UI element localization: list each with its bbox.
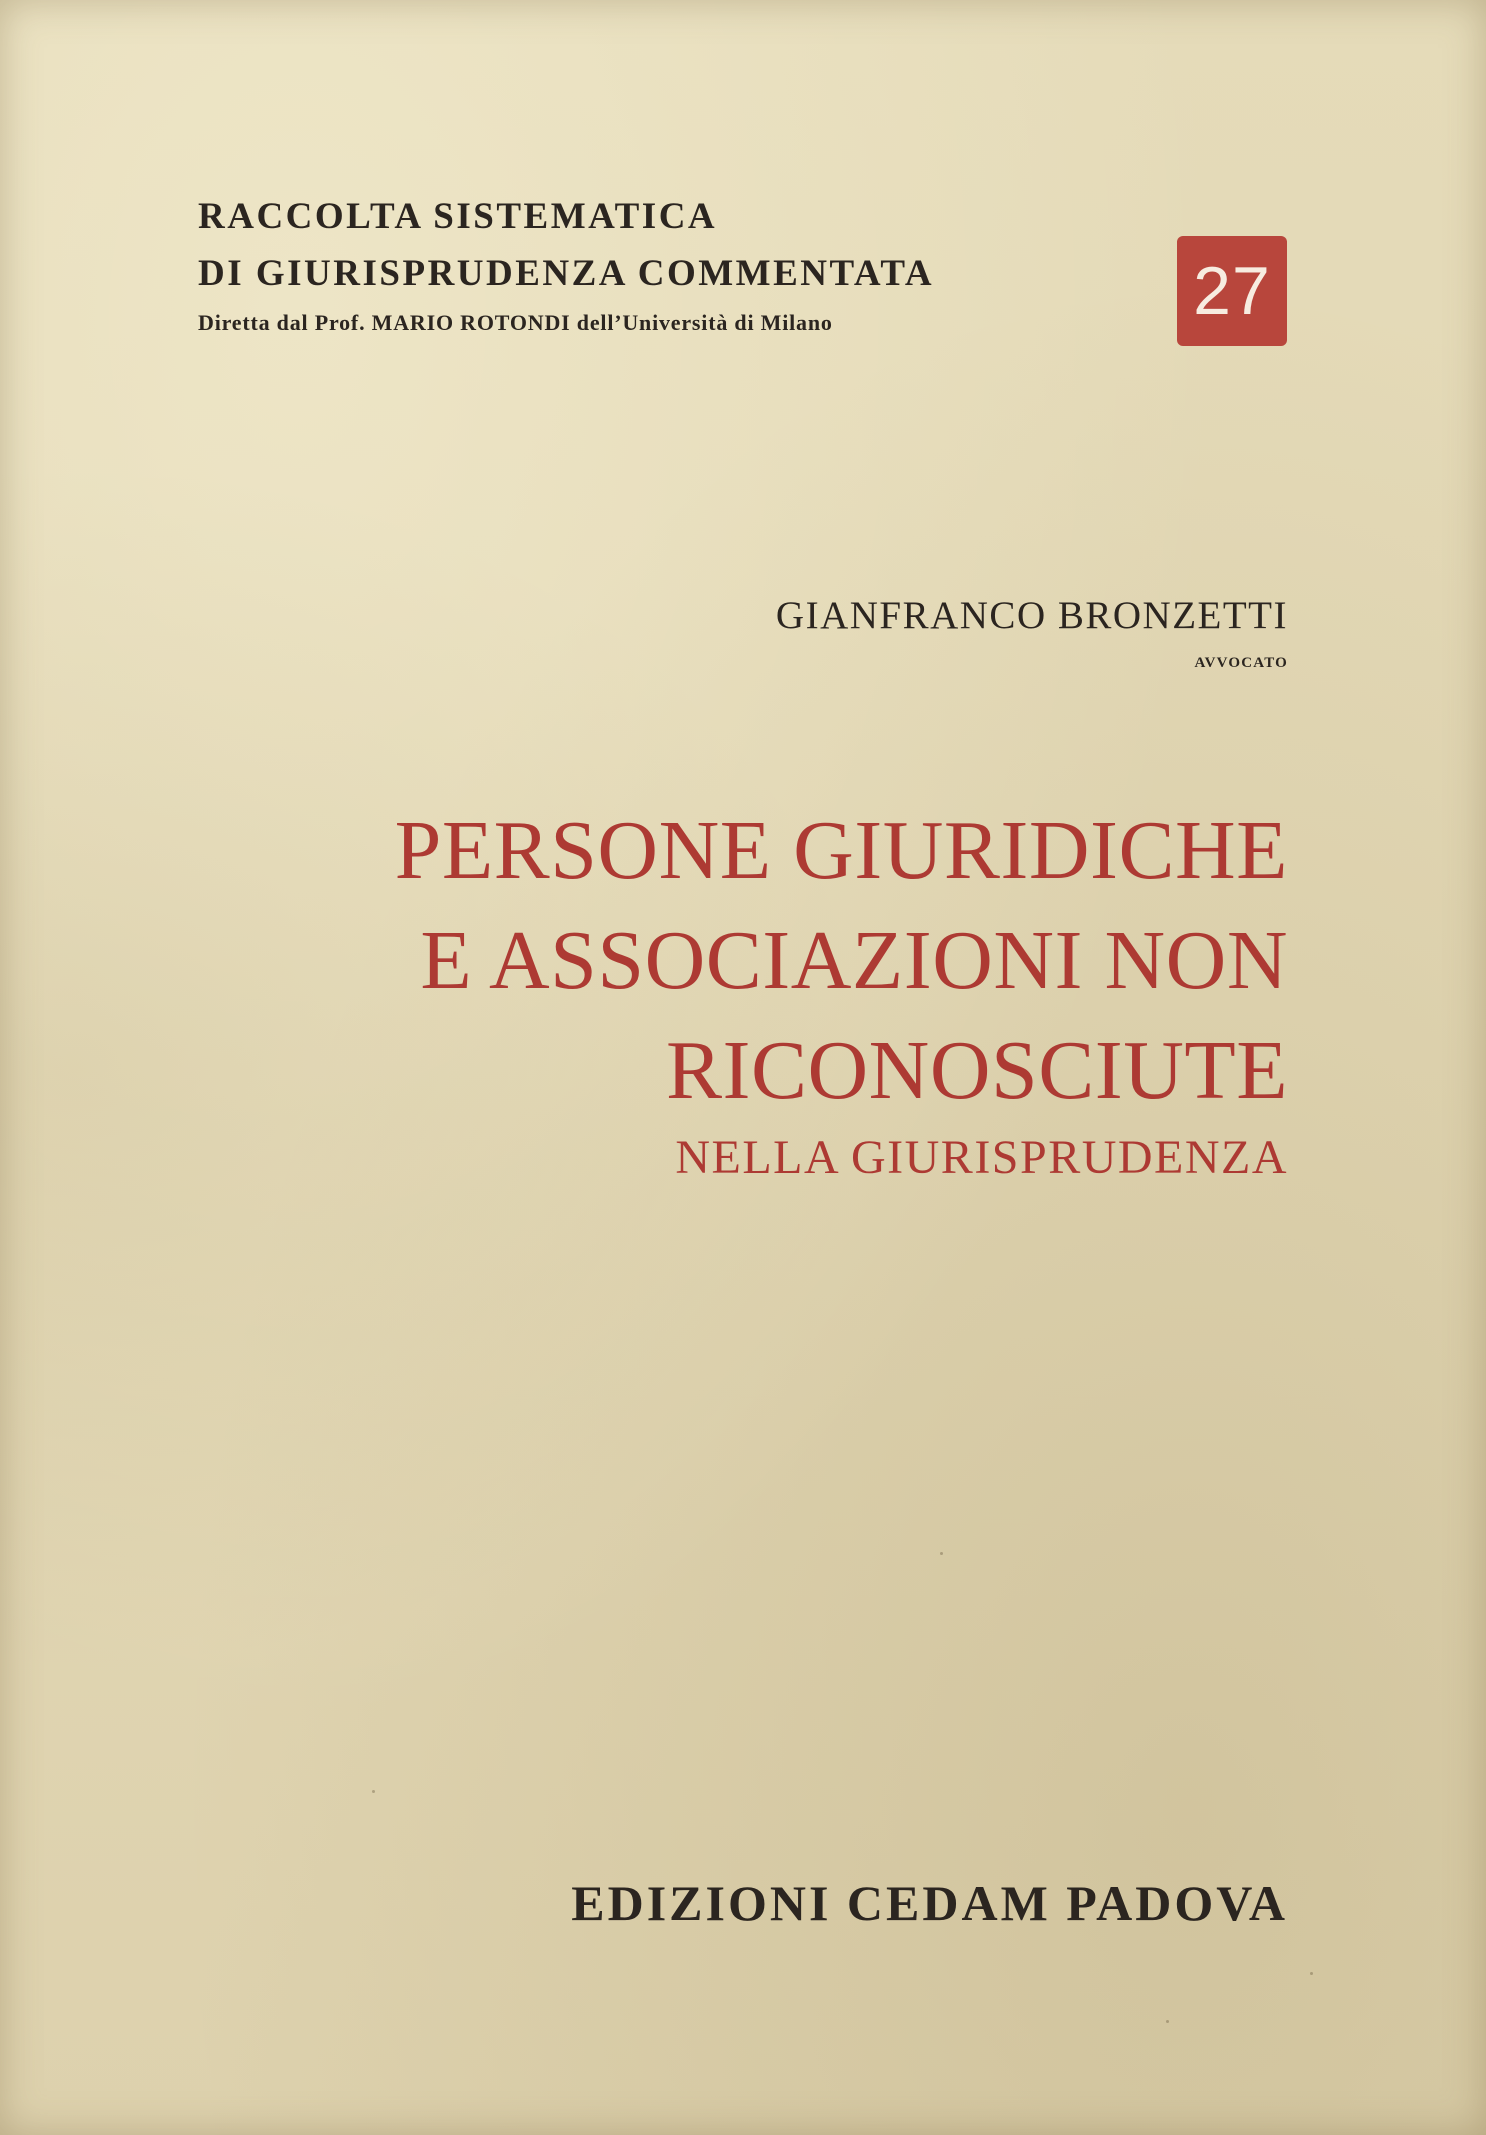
series-title-line-1: RACCOLTA SISTEMATICA — [198, 196, 718, 237]
publisher-imprint: EDIZIONI CEDAM PADOVA — [571, 1875, 1288, 1931]
author-name: GIANFRANCO BRONZETTI — [775, 594, 1288, 637]
series-director: Diretta dal Prof. MARIO ROTONDI dell’Università di Milano — [198, 310, 833, 335]
series-title-line-2: DI GIURISPRUDENZA COMMENTATA — [198, 253, 935, 294]
title-line-2: E ASSOCIAZIONI NON — [420, 914, 1288, 1007]
paper-speck — [940, 1552, 943, 1555]
series-header — [198, 198, 1078, 334]
paper-speck — [1310, 1972, 1313, 1975]
paper-speck — [372, 1790, 375, 1793]
book-subtitle: NELLA GIURISPRUDENZA — [675, 1131, 1288, 1184]
volume-number-badge: 27 — [1177, 236, 1287, 346]
author-role: AVVOCATO — [1194, 655, 1288, 671]
paper-speck — [1166, 2020, 1169, 2023]
title-line-1: PERSONE GIURIDICHE — [394, 804, 1288, 897]
title-line-3: RICONOSCIUTE — [665, 1024, 1288, 1117]
book-title — [395, 796, 1288, 1182]
author-block — [776, 596, 1288, 672]
